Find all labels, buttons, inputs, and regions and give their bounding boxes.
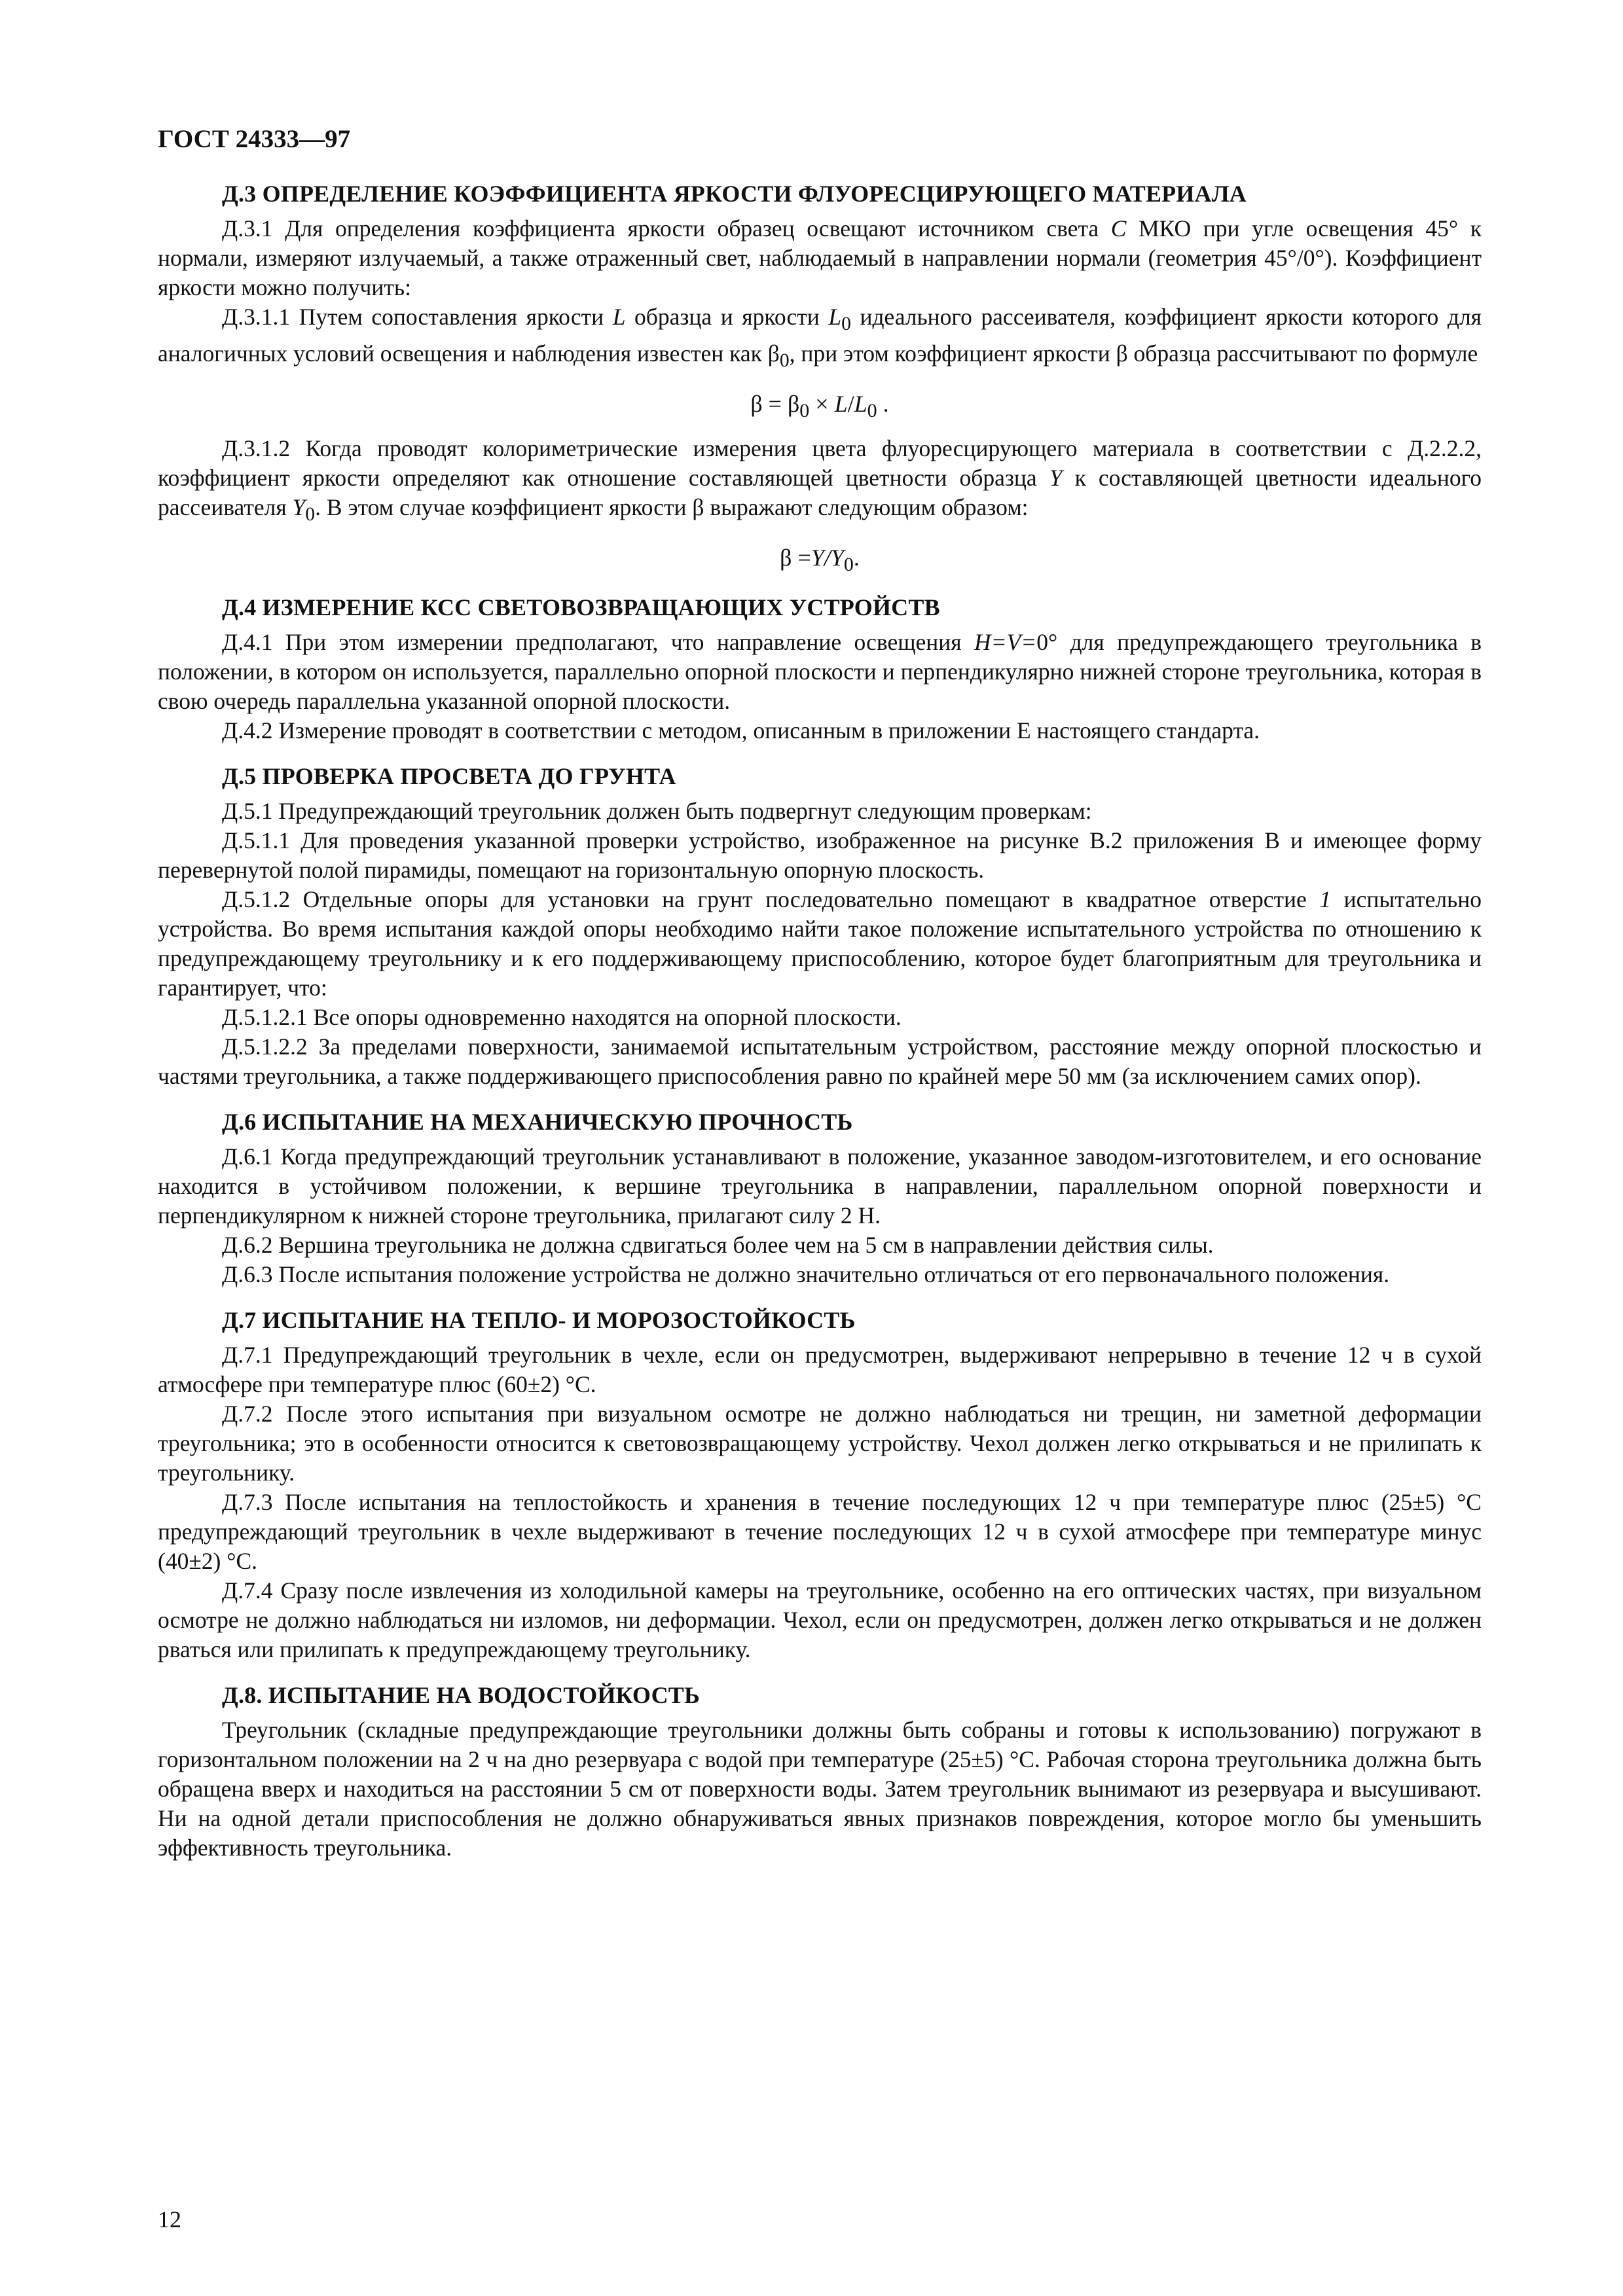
paragraph-d6-2: Д.6.2 Вершина треугольника не должна сдвигаться более чем на 5 см в направлении действия силы. xyxy=(222,1231,1214,1258)
paragraph-d3-1-1: Д.3.1.1 Путем сопоставления яркости L образца и яркости $L_0$ идеального рассеивателя, коэффициент яркости которого для аналогичных условий освещения и наблюдения известен как $\beta_0$, при этом коэффициент яркости β образца рассчитывают по формуле xyxy=(158,304,1482,372)
section-d3-title: Д.3 ОПРЕДЕЛЕНИЕ КОЭФФИЦИЕНТА ЯРКОСТИ ФЛУОРЕСЦИРУЮЩЕГО МАТЕРИАЛА xyxy=(222,181,1247,207)
section-d8-title: Д.8. ИСПЫТАНИЕ НА ВОДОСТОЙКОСТЬ xyxy=(222,1681,700,1708)
paragraph-d5-1-2-2: Д.5.1.2.2 За пределами поверхности, занимаемой испытательным устройством, расстояние между опорной плоскостью и частями треугольника, а также поддерживающего приспособления равно по крайней мере 50 мм (за исключением самих опор). xyxy=(158,1033,1482,1089)
section-d7-title: Д.7 ИСПЫТАНИЕ НА ТЕПЛО- И МОРОЗОСТОЙКОСТЬ xyxy=(222,1306,856,1333)
paragraph-d5-1-2-1: Д.5.1.2.1 Все опоры одновременно находятся на опорной плоскости. xyxy=(222,1003,902,1030)
paragraph-d6-3: Д.6.3 После испытания положение устройства не должно значительно отличаться от его первоначального положения. xyxy=(222,1261,1390,1287)
paragraph-d5-1: Д.5.1 Предупреждающий треугольник должен быть подвергнут следующим проверкам: xyxy=(222,797,1092,824)
document-page xyxy=(158,124,1482,1863)
formula-beta-1: $\beta = \beta_0 \times L/L_0$ . xyxy=(750,391,889,422)
document-header: ГОСТ 24333—97 xyxy=(158,125,351,153)
section-d6-title: Д.6 ИСПЫТАНИЕ НА МЕХАНИЧЕСКУЮ ПРОЧНОСТЬ xyxy=(222,1108,853,1135)
paragraph-d7-1: Д.7.1 Предупреждающий треугольник в чехле, если он предусмотрен, выдерживают непрерывно в течение 12 ч в сухой атмосфере при температуре плюс (60±2) °С. xyxy=(158,1341,1482,1397)
paragraph-d3-1-2: Д.3.1.2 Когда проводят колориметрические измерения цвета флуоресцирующего материала в соответствии с Д.2.2.2, коэффициент яркости определяют как отношение составляющей цветности образца Y к составляющей цветности идеального рассеивателя $Y_0$. В этом случае коэффициент яркости β выражают следующим образом: xyxy=(158,435,1482,526)
paragraph-d7-4: Д.7.4 Сразу после извлечения из холодильной камеры на треугольнике, особенно на его оптических частях, при визуальном осмотре не должно наблюдаться ни изломов, ни деформации. Чехол, если он предусмотрен, должен легко открываться и не должен рваться или прилипать к предупреждающему треугольнику. xyxy=(158,1577,1482,1662)
paragraph-d6-1: Д.6.1 Когда предупреждающий треугольник устанавливают в положение, указанное заводом-изготовителем, и его основание находится в устойчивом положении, к вершине треугольника в направлении, параллельном опорной поверхности и перпендикулярном к нижней стороне треугольника, прилагают силу 2 Н. xyxy=(158,1143,1482,1229)
paragraph-d5-1-2: Д.5.1.2 Отдельные опоры для установки на грунт последовательно помещают в квадратное отверстие 1 испытательно устройства. Во время испытания каждой опоры необходимо найти такое положение испытательного устройства по отношению к предупреждающему треугольнику и к его поддерживающему приспособлению, которое будет благоприятным для треугольника и гарантирует, что: xyxy=(158,886,1482,1001)
paragraph-d8-1: Треугольник (складные предупреждающие треугольники должны быть собраны и готовы к использованию) погружают в горизонтальном положении на 2 ч на дно резервуара с водой при температуре (25±5) °С. Рабочая сторона треугольника должна быть обращена вверх и находиться на расстоянии 5 см от поверхности воды. Затем треугольник вынимают из резервуара и высушивают. Ни на одной детали приспособления не должно обнаруживаться явных признаков повреждения, которое могло бы уменьшить эффективность треугольника. xyxy=(158,1716,1482,1861)
paragraph-d7-3: Д.7.3 После испытания на теплостойкость и хранения в течение последующих 12 ч при температуре плюс (25±5) °С предупреждающий треугольник в чехле выдерживают в течение последующих 12 ч в сухой атмосфере при температуре минус (40±2) °С. xyxy=(158,1488,1482,1574)
section-d5-title: Д.5 ПРОВЕРКА ПРОСВЕТА ДО ГРУНТА xyxy=(222,762,676,789)
section-d4-title: Д.4 ИЗМЕРЕНИЕ КСС СВЕТОВОЗВРАЩАЮЩИХ УСТРОЙСТВ xyxy=(222,594,940,620)
formula-beta-2: $\beta =Y/Y_0$. xyxy=(780,545,860,576)
paragraph-d4-1: Д.4.1 При этом измерении предполагают, что направление освещения H=V=0° для предупреждающего треугольника в положении, в котором он используется, параллельно опорной плоскости и перпендикулярно нижней стороне треугольника, которая в свою очередь параллельна указанной опорной плоскости. xyxy=(158,628,1482,714)
paragraph-d7-2: Д.7.2 После этого испытания при визуальном осмотре не должно наблюдаться ни трещин, ни заметной деформации треугольника; это в особенности относится к световозвращающему устройству. Чехол должен легко открываться и не прилипать к треугольнику. xyxy=(158,1400,1482,1486)
page-number: 12 xyxy=(158,2206,181,2233)
paragraph-d3-1: Д.3.1 Для определения коэффициента яркости образец освещают источником света C МКО при угле освещения 45° к нормали, измеряют излучаемый, а также отраженный свет, наблюдаемый в направлении нормали (геометрия 45°/0°). Коэффициент яркости можно получить: xyxy=(158,215,1482,300)
paragraph-d4-2: Д.4.2 Измерение проводят в соответствии с методом, описанным в приложении Е настоящего стандарта. xyxy=(222,717,1260,744)
paragraph-d5-1-1: Д.5.1.1 Для проведения указанной проверки устройство, изображенное на рисунке В.2 приложения В и имеющее форму перевернутой полой пирамиды, помещают на горизонтальную опорную плоскость. xyxy=(158,827,1482,883)
